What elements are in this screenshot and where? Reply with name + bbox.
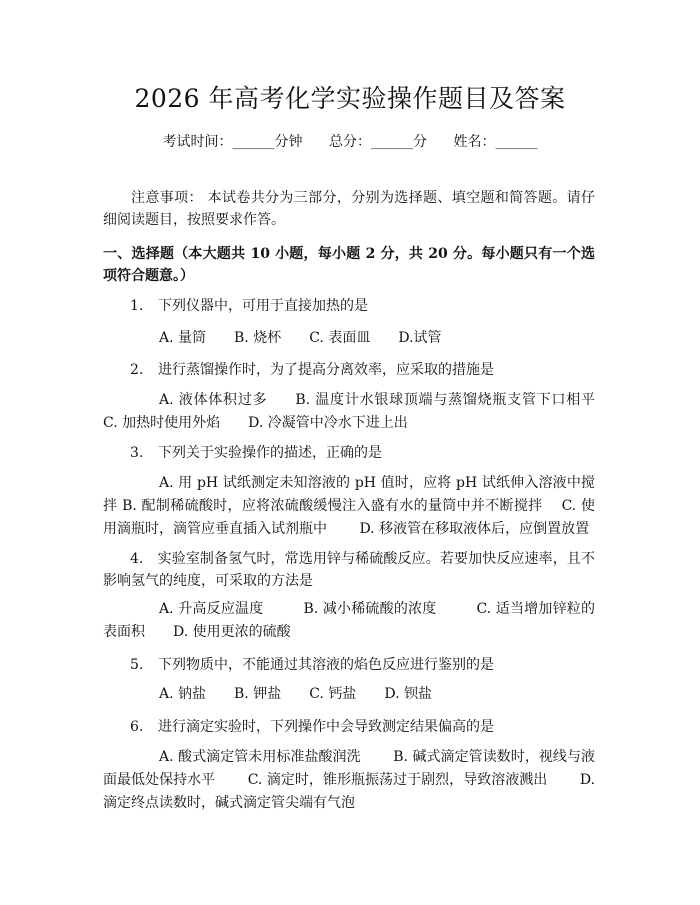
question-3-options [103, 472, 595, 541]
question-stem: 进行滴定实验时，下列操作中会导致测定结果偏高的是 [158, 719, 494, 735]
total-score-field: 总分：______分 [329, 134, 427, 150]
option-c: C. 加热时使用外焰 [103, 415, 221, 431]
option-b: B. 烧杯 [234, 330, 282, 346]
question-number: 6. [130, 719, 144, 735]
option-c: C. 钙盐 [309, 686, 357, 702]
option-d: D. 钡盐 [384, 686, 432, 702]
question-3 [130, 442, 382, 464]
question-stem: 实验室制备氢气时，常选用锌与稀硫酸反应。若要加快反应速率，且不影响氢气的纯度，可采取的方法是 [103, 551, 596, 589]
question-6 [130, 716, 494, 738]
option-d: D. 移液管在移取液体后，应倒置放置 [359, 521, 590, 537]
option-c: C. 表面皿 [309, 330, 371, 346]
option-b: B. 温度计水银球顶端与蒸馏烧瓶支管下口相平 [295, 392, 595, 408]
question-number: 1. [130, 298, 144, 314]
question-stem: 下列物质中，不能通过其溶液的焰色反应进行鉴别的是 [158, 657, 494, 673]
question-stem: 下列仪器中，可用于直接加热的是 [158, 298, 368, 314]
option-b: B. 减小稀硫酸的浓度 [303, 601, 437, 617]
option-d: D.试管 [398, 330, 442, 346]
option-d: D. 滴定终点读数时，碱式滴定管尖端有气泡 [103, 772, 596, 811]
exam-info-line [0, 132, 700, 152]
option-a: A. 升高反应温度 [159, 601, 264, 617]
option-c: C. 适当增加锌粒的表面积 [103, 601, 595, 640]
question-1-options [103, 327, 595, 350]
question-5-options [103, 683, 595, 706]
option-b: B. 钾盐 [234, 686, 282, 702]
question-4-text [103, 548, 595, 592]
option-a: A. 钠盐 [159, 686, 207, 702]
page-title: 2026 年高考化学实验操作题目及答案 [134, 84, 566, 113]
question-number: 2. [130, 362, 144, 378]
question-5 [130, 654, 494, 676]
question-1 [130, 295, 368, 317]
question-number: 5. [130, 657, 144, 673]
option-b: B. 配制稀硫酸时，应将浓硫酸缓慢注入盛有水的量筒中并不断搅拌 [122, 498, 543, 514]
question-number: 3. [130, 445, 144, 461]
student-name-field: 姓名：______ [453, 134, 538, 150]
question-2-options [103, 389, 595, 435]
question-stem: 下列关于实验操作的描述，正确的是 [158, 445, 382, 461]
option-a: A. 量筒 [159, 330, 207, 346]
option-a: A. 液体体积过多 [159, 392, 268, 408]
option-c: C. 使用滴瓶时，滴管应垂直插入试剂瓶中 [103, 498, 596, 537]
question-number: 4. [130, 551, 144, 567]
option-b: B. 碱式滴定管读数时，视线与液面最低处保持水平 [103, 749, 595, 788]
question-6-options [103, 746, 595, 815]
option-a: A. 用 pH 试纸测定未知溶液的 pH 值时，应将 pH 试纸伸入溶液中搅拌 [103, 475, 595, 514]
option-c: C. 滴定时，锥形瓶振荡过于剧烈，导致溶液溅出 [247, 772, 548, 788]
question-2 [130, 359, 494, 381]
question-stem: 进行蒸馏操作时，为了提高分离效率，应采取的措施是 [158, 362, 494, 378]
notice-paragraph: 注意事项： 本试卷共分为三部分，分别为选择题、填空题和简答题。请仔细阅读题目，按照要求作答。 [103, 190, 595, 228]
option-d: D. 冷凝管中冷水下进上出 [248, 415, 408, 431]
question-4-options [103, 598, 595, 644]
section-heading-choice: 一、选择题（本大题共 10 小题，每小题 2 分，共 20 分。每小题只有一个选项符合题意。） [103, 246, 595, 284]
exam-time-field: 考试时间：______分钟 [162, 134, 303, 150]
option-d: D. 使用更浓的硫酸 [173, 624, 291, 640]
option-a: A. 酸式滴定管未用标准盐酸润洗 [159, 749, 361, 765]
